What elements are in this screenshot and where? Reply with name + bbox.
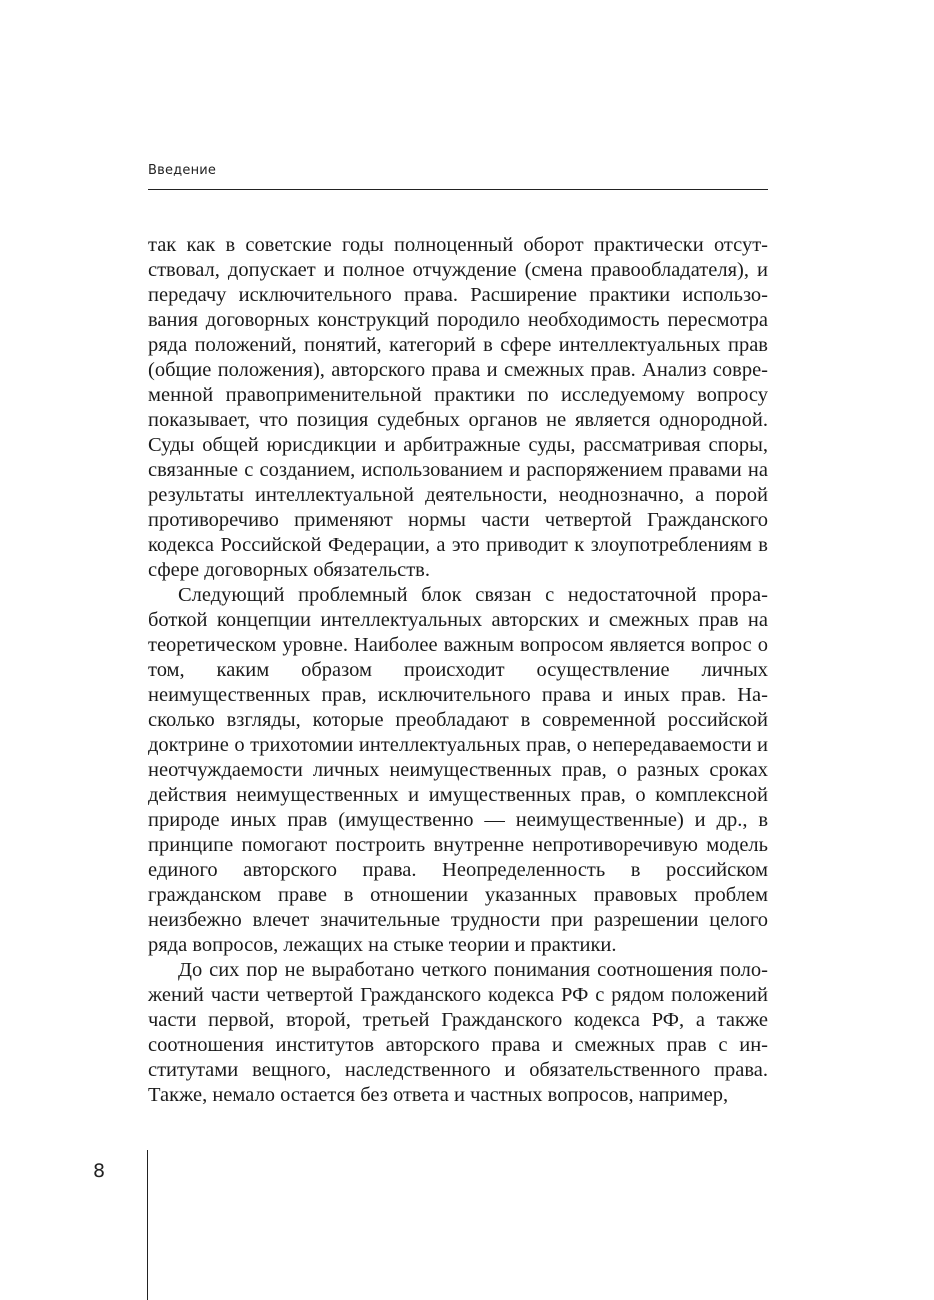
paragraph-2: Следующий проблемный блок связан с недостаточной проработкой концепции интеллектуальных авторских и смежных прав на теоретическом уровне. Наиболее важным вопросом является вопрос о том, каким образом происходит осуществление личных неимущественных прав, исключительного права и иных прав. Насколько взгляды, которые преобладают в современной российской доктрине о трихотомии интеллектуальных прав, о непередаваемости и неотчуждаемости личных неимущественных прав, о разных сроках действия неимущественных и имущественных прав, о комплексной природе иных прав (имущественно — неимущественные) и др., в принципе помогают построить внутренне непротиворечивую модель единого авторского права. Неопределенность в российском гражданском праве в отношении указанных правовых проблем неизбежно влечет значительные трудности при разрешении целого ряда вопросов, лежащих на стыке теории и практики. (148, 584, 768, 956)
page-number: 8 (93, 1160, 106, 1182)
paragraph-3: До сих пор не выработано четкого понимания соотношения положений части четвертой Гражданского кодекса РФ с рядом положений части первой, второй, третьей Гражданского кодекса РФ, а также соотношения институтов авторского права и смежных прав с институтами вещного, наследственного и обязательственного права. Также, немало остается без ответа и частных вопросов, например, (148, 959, 768, 1106)
paragraph-1: так как в советские годы полноценный оборот практически отсутствовал, допускает и полное отчуждение (смена правообладателя), и передачу исключительного права. Расширение практики использования договорных конструкций породило необходимость пересмотра ряда положений, понятий, категорий в сфере интеллектуальных прав (общие положения), авторского права и смежных прав. Анализ современной правоприменительной практики по исследуемому вопросу показывает, что позиция судебных органов не является однородной. Суды общей юрисдикции и арбитражные суды, рассматривая споры, связанные с созданием, использованием и распоряжением правами на результаты интеллектуальной деятельности, неоднозначно, а порой противоречиво применяют нормы части четвертой Гражданского кодекса Российской Федерации, а это приводит к злоупотреблениям в сфере договорных обязательств. (148, 234, 768, 581)
running-header: Введение (148, 163, 217, 178)
body-text (148, 233, 768, 1108)
header-rule (148, 189, 768, 190)
footer-rule (147, 1150, 148, 1300)
